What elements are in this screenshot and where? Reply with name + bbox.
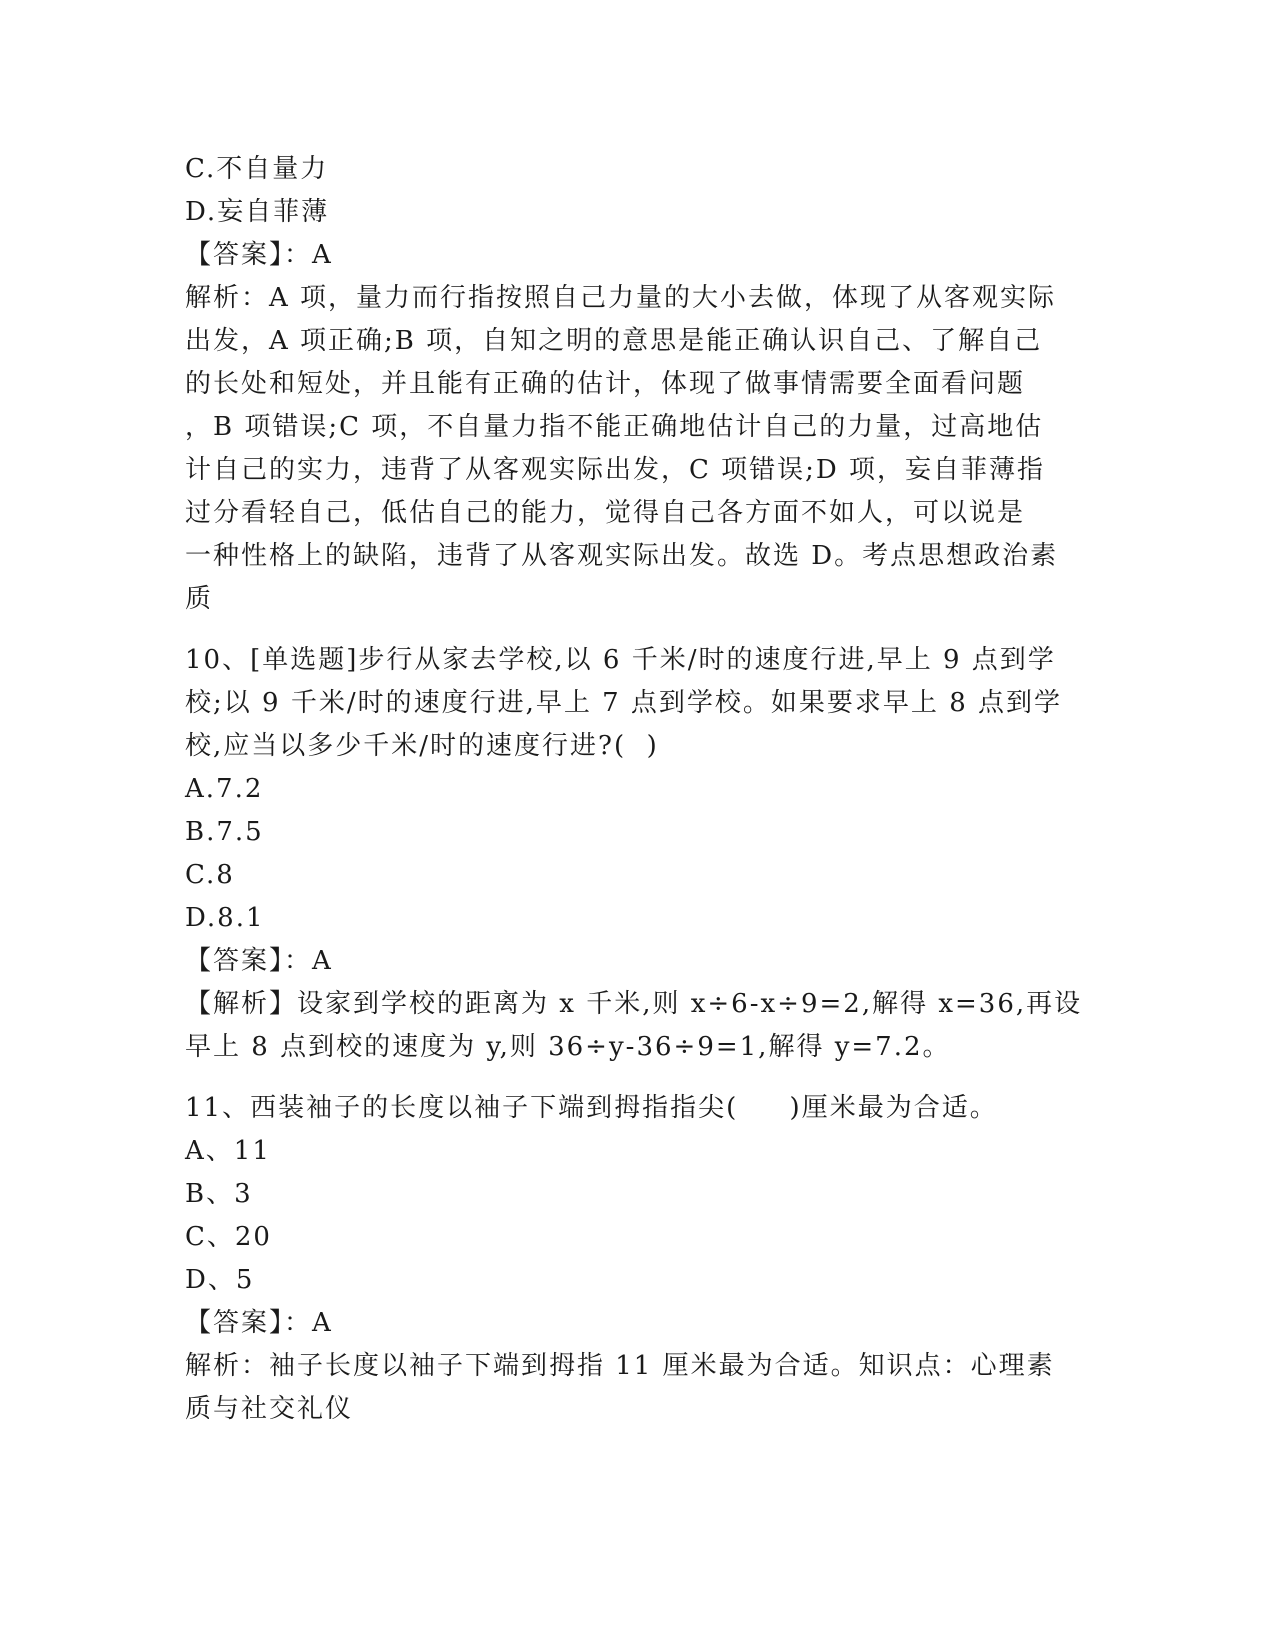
stem-line: 校,应当以多少千米/时的速度行进?( ) (185, 731, 659, 761)
analysis-line: 解析：袖子长度以袖子下端到拇指 11 厘米最为合适。知识点：心理素 (185, 1351, 1055, 1381)
analysis-text (185, 1345, 1085, 1431)
answer-label: 【答案】：A (185, 1308, 333, 1338)
analysis-line: 解析：A 项，量力而行指按照自己力量的大小去做，体现了从客观实际 (185, 283, 1057, 313)
question-10 (185, 639, 1085, 1069)
answer-label: 【答案】：A (185, 240, 333, 270)
analysis-line: 质与社交礼仪 (185, 1394, 354, 1424)
option-c: C、20 (185, 1222, 272, 1252)
option-c: C.8 (185, 860, 235, 890)
stem-line: 校;以 9 千米/时的速度行进,早上 7 点到学校。如果要求早上 8 点到学 (185, 688, 1062, 718)
question-11 (185, 1087, 1085, 1431)
analysis-line: 的长处和短处，并且能有正确的估计，体现了做事情需要全面看问题 (185, 369, 1026, 399)
option-d: D.妄自菲薄 (185, 197, 330, 227)
option-d: D.8.1 (185, 903, 265, 933)
analysis-line: ，B 项错误;C 项，不自量力指不能正确地估计自己的力量，过高地估 (185, 412, 1044, 442)
analysis-line: 【解析】设家到学校的距离为 x 千米,则 x÷6-x÷9=2,解得 x=36,再设 (185, 989, 1083, 1019)
option-d: D、5 (185, 1265, 255, 1295)
analysis-line: 质 (185, 584, 214, 614)
option-b: B.7.5 (185, 817, 264, 847)
analysis-line: 出发，A 项正确;B 项，自知之明的意思是能正确认识自己、了解自己 (185, 326, 1043, 356)
question-stem (185, 639, 1085, 768)
question-9-tail (185, 148, 1085, 621)
answer-label: 【答案】：A (185, 946, 333, 976)
document-page (185, 148, 1085, 1431)
option-a: A.7.2 (185, 774, 264, 804)
analysis-text (185, 983, 1085, 1069)
analysis-line: 计自己的实力，违背了从客观实际出发，C 项错误;D 项，妄自菲薄指 (185, 455, 1046, 485)
question-stem (185, 1087, 1085, 1130)
stem-line: 10、[单选题]步行从家去学校,以 6 千米/时的速度行进,早上 9 点到学 (185, 645, 1056, 675)
stem-line: 11、西装袖子的长度以袖子下端到拇指指尖( )厘米最为合适。 (185, 1093, 998, 1123)
option-b: B、3 (185, 1179, 253, 1209)
analysis-text (185, 277, 1085, 621)
analysis-line: 早上 8 点到校的速度为 y,则 36÷y-36÷9=1,解得 y=7.2。 (185, 1032, 951, 1062)
option-c: C.不自量力 (185, 154, 329, 184)
analysis-line: 一种性格上的缺陷，违背了从客观实际出发。故选 D。考点思想政治素 (185, 541, 1059, 571)
analysis-line: 过分看轻自己，低估自己的能力，觉得自己各方面不如人，可以说是 (185, 498, 1026, 528)
option-a: A、11 (185, 1136, 271, 1166)
